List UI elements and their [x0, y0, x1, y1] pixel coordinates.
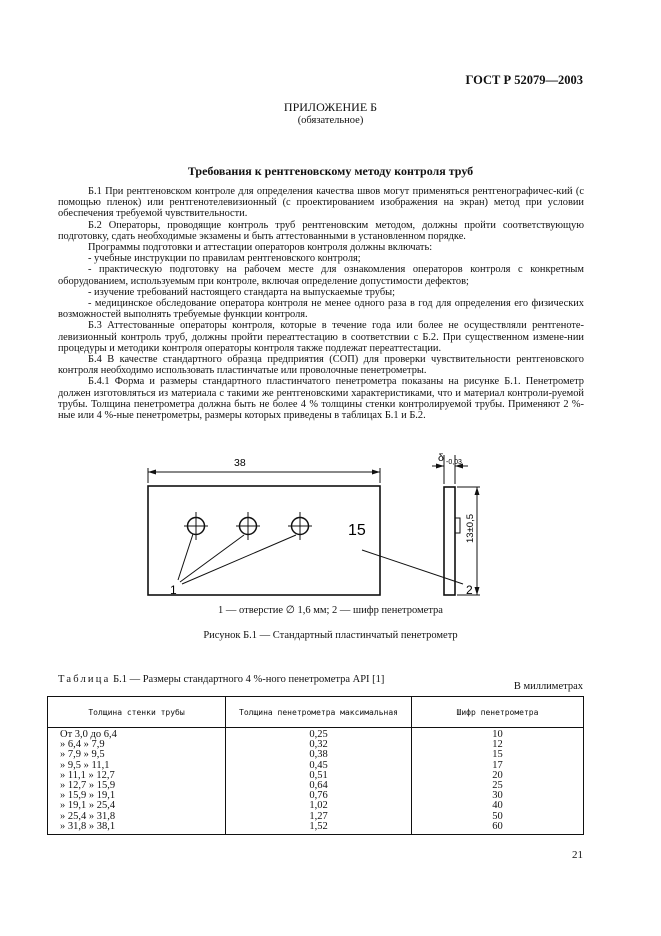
- hole-mark: [288, 512, 312, 540]
- list-item: - учебные инструкции по правилам рентгеновского контроля;: [88, 253, 361, 265]
- arrow-icon: [475, 587, 480, 595]
- cell-thickness: 0,51: [226, 771, 412, 781]
- cell-wall: » 25,4 » 31,8: [48, 812, 226, 822]
- cell-code: 15: [412, 750, 584, 760]
- paragraph-b41: Б.4.1 Форма и размеры стандартного пластинчатого пенетрометра показаны на рисунке Б.1. Пенетрометр должен изготовляться из материала с такими же рентгеновскими характеристиками, что и материал контроли-руемой трубы. Толщина пенетрометра должна быть не более 4 % толщины стенки контролируемой трубы. Применяют 2 %-ные или 4 %-ные пенетрометры, размеры которых приведены в таблицах Б.1 и Б.2.: [58, 376, 584, 422]
- cell-code: 60: [412, 822, 584, 835]
- leader-line: [180, 535, 244, 582]
- paragraph-b2: Б.2 Операторы, проводящие контроль труб рентгеновским методом, должны пройти соответствующую подготовку, сдать необходимые экзамены и быть аттестованными в установленном порядке.: [58, 219, 584, 242]
- paragraph-b1: Б.1 При рентгеновском контроле для определения качества швов могут применяться рентгенографичес-кий (с помощью пленок) или рентгенотелевизионный (с проектированием изображения на экран) метод при условии обеспечения требуемой чувствительности.: [58, 186, 584, 220]
- figure-legend: 1 — отверстие ∅ 1,6 мм; 2 — шифр пенетрометра: [218, 605, 443, 616]
- cell-wall: » 9,5 » 11,1: [48, 761, 226, 771]
- penetrometer-plate: [148, 486, 380, 595]
- penetrometer-side-view: [444, 487, 455, 595]
- table-title-text: Б.1 — Размеры стандартного 4 %-ного пенетрометра API [1]: [113, 674, 385, 685]
- list-item: - практическую подготовку на рабочем месте для ознакомления операторов контроля с конкретным оборудованием, используемым при контроле, включая определение допустимости дефектов;: [58, 264, 584, 287]
- cell-wall: » 6,4 » 7,9: [48, 740, 226, 750]
- cell-code: 17: [412, 761, 584, 771]
- leader-line: [178, 534, 193, 580]
- cell-code: 12: [412, 740, 584, 750]
- arrow-icon: [372, 470, 380, 475]
- table-units: В миллиметрах: [513, 681, 583, 692]
- table-title: [58, 674, 384, 685]
- cell-wall: » 12,7 » 15,9: [48, 781, 226, 791]
- cell-thickness: 0,64: [226, 781, 412, 791]
- cell-thickness: 0,38: [226, 750, 412, 760]
- penetrometer-table: [47, 696, 584, 835]
- col-header-thickness: Толщина пенетрометра максимальная: [226, 697, 412, 728]
- cell-wall: » 19,1 » 25,4: [48, 801, 226, 811]
- cell-code: 40: [412, 801, 584, 811]
- paragraph-programs: Программы подготовки и аттестации операторов контроля должны включать:: [88, 242, 433, 254]
- figure-caption: Рисунок Б.1 — Стандартный пластинчатый пенетрометр: [203, 630, 458, 641]
- cell-wall: » 11,1 » 12,7: [48, 771, 226, 781]
- cell-code: 50: [412, 812, 584, 822]
- leader-line: [182, 535, 296, 584]
- cell-thickness: 1,27: [226, 812, 412, 822]
- hole-mark: [236, 512, 260, 540]
- callout-1: 1: [170, 583, 177, 597]
- hole-mark: [184, 512, 208, 540]
- dim-width-label: 38: [234, 457, 246, 469]
- appendix-subtitle: (обязательное): [297, 115, 364, 126]
- col-header-wall: Толщина стенки трубы: [48, 697, 226, 728]
- list-item: - изучение требований настоящего стандарта на выпускаемые трубы;: [88, 286, 395, 298]
- paragraph-b3: Б.3 Аттестованные операторы контроля, которые в течение года или более не осуществляли рентгеноте-левизионный контроль труб, должны пройти переаттестацию в соответствии с Б.2. При существенном измене-нии процедуры и методики контроля операторы контроля также подлежат переаттестации.: [58, 320, 584, 354]
- penetrometer-code-label: 15: [348, 522, 366, 539]
- arrow-icon: [148, 470, 156, 475]
- dim-height-label: 13±0,5: [465, 514, 476, 543]
- cell-thickness: 0,32: [226, 740, 412, 750]
- table-row: [48, 822, 584, 835]
- cell-thickness: 1,52: [226, 822, 412, 835]
- standard-number: ГОСТ Р 52079—2003: [465, 73, 583, 87]
- cell-thickness: 1,02: [226, 801, 412, 811]
- cell-wall: » 7,9 » 9,5: [48, 750, 226, 760]
- dim-thickness-label: δ: [438, 452, 444, 464]
- section-title: Требования к рентгеновскому методу контроля труб: [187, 164, 474, 178]
- callout-2: 2: [466, 583, 473, 597]
- cell-wall: От 3,0 до 6,4: [48, 728, 226, 741]
- leader-line: [362, 550, 463, 584]
- col-header-code: Шифр пенетрометра: [412, 697, 584, 728]
- paragraph-b4: Б.4 В качестве стандартного образца предприятия (СОП) для проверки чувствительности рентгеновского контроля необходимо использовать пластинчатые или проволочные пенетрометры.: [58, 354, 584, 377]
- list-item: - медицинское обследование оператора контроля не менее одного раза в год для определения его физических возможностей выполнять требуемые функции контроля.: [58, 298, 584, 321]
- cell-code: 10: [412, 728, 584, 741]
- dim-thickness-tolerance: -0,03: [446, 459, 462, 466]
- cell-wall: » 31,8 » 38,1: [48, 822, 226, 835]
- arrow-icon: [436, 464, 444, 469]
- cell-code: 20: [412, 771, 584, 781]
- cell-thickness: 0,45: [226, 761, 412, 771]
- cell-wall: » 15,9 » 19,1: [48, 791, 226, 801]
- cell-code: 30: [412, 791, 584, 801]
- page-number: 21: [572, 849, 583, 861]
- arrow-icon: [475, 487, 480, 495]
- table-label: Таблица: [58, 674, 111, 685]
- appendix-title: ПРИЛОЖЕНИЕ Б: [283, 100, 378, 114]
- cell-thickness: 0,25: [226, 728, 412, 741]
- cell-thickness: 0,76: [226, 791, 412, 801]
- cell-code: 25: [412, 781, 584, 791]
